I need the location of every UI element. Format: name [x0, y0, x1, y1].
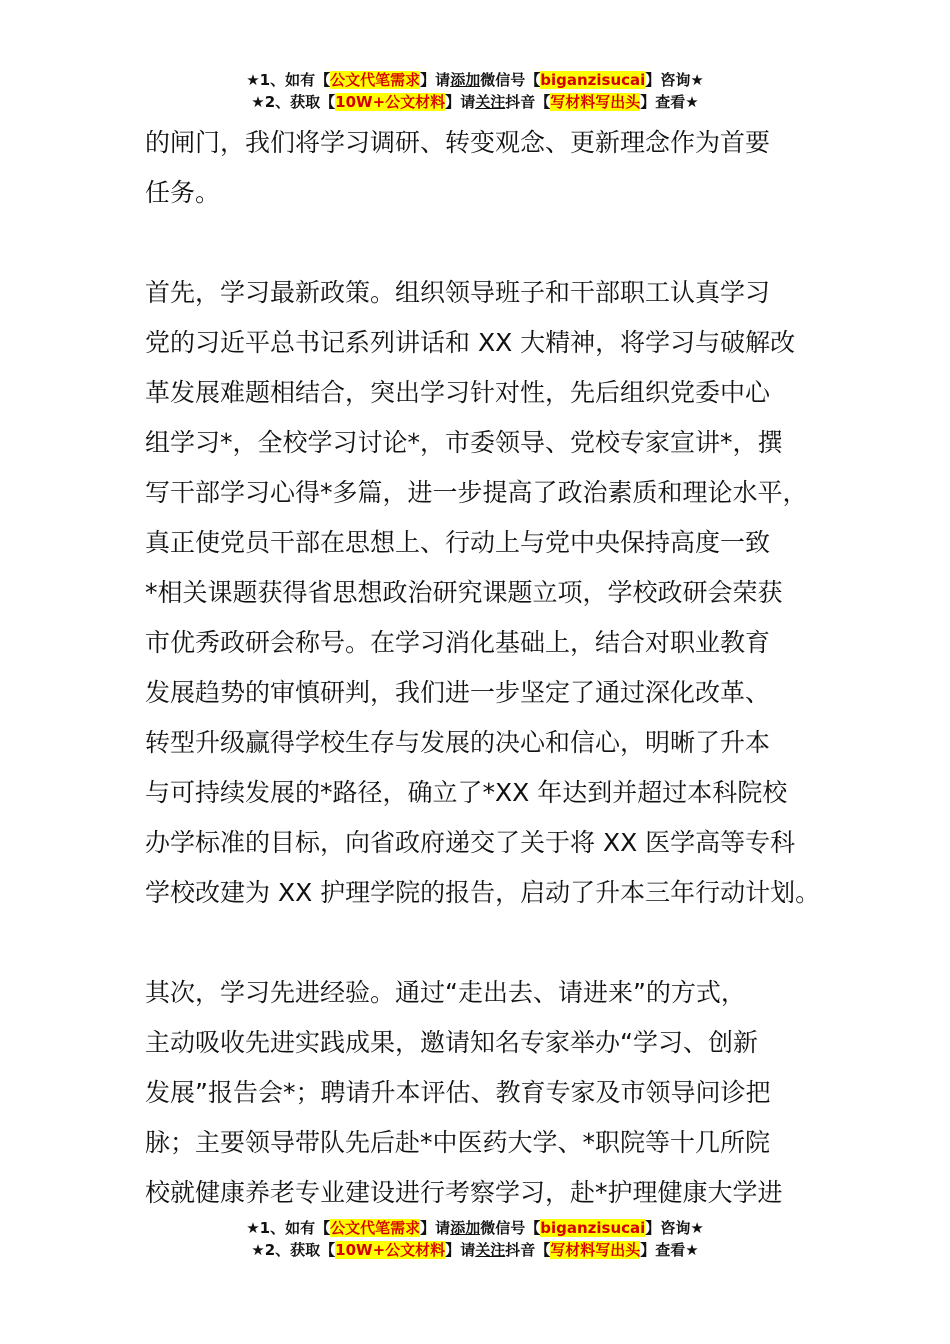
banner-text: ★1、如有: [246, 71, 316, 89]
banner-text: 查看★: [655, 1241, 699, 1259]
highlight-text: 公文代笔需求: [330, 71, 421, 89]
paragraph-2: [145, 268, 821, 918]
bracket: 【: [525, 71, 541, 89]
banner-text: 请: [435, 1219, 451, 1237]
footer-banner: [0, 1217, 950, 1261]
paragraph-1: [145, 118, 817, 218]
highlight-text: 公文代笔需求: [330, 1219, 421, 1237]
text-line: 其次，学习先进经验。通过“走出去、请进来”的方式，: [145, 978, 746, 1007]
banner-text: ★2、获取: [251, 1241, 321, 1259]
bracket: 【: [525, 1219, 541, 1237]
text-line: 党的习近平总书记系列讲话和 XX 大精神，将学习与破解改: [145, 328, 796, 357]
banner-text: 请: [460, 93, 476, 111]
bracket: 】: [420, 1219, 436, 1237]
banner-text: 抖音: [505, 93, 536, 111]
bracket: 】: [445, 93, 461, 111]
underlined-text: 关注: [475, 1241, 506, 1259]
banner-text: 咨询★: [660, 1219, 704, 1237]
banner-text: ★1、如有: [246, 1219, 316, 1237]
bracket: 【: [315, 1219, 331, 1237]
text-line: 组学习*，全校学习讨论*，市委领导、党校专家宣讲*，撰: [145, 428, 783, 457]
paragraph-gap: [145, 218, 817, 268]
underlined-text: 关注: [475, 93, 506, 111]
text-line: *相关课题获得省思想政治研究课题立项，学校政研会荣获: [145, 578, 783, 607]
bracket: 【: [320, 1241, 336, 1259]
bracket: 【: [535, 1241, 551, 1259]
text-line: 转型升级赢得学校生存与发展的决心和信心，明晰了升本: [145, 728, 771, 757]
banner-text: 查看★: [655, 93, 699, 111]
wechat-id: biganzisucai: [540, 1219, 646, 1237]
banner-line-1: [0, 69, 950, 91]
text-line: 主动吸收先进实践成果，邀请知名专家举办“学习、创新: [145, 1028, 758, 1057]
banner-text: 抖音: [505, 1241, 536, 1259]
bracket: 】: [445, 1241, 461, 1259]
banner-line-1: [0, 1217, 950, 1239]
text-line: 脉；主要领导带队先后赴*中医药大学、*职院等十几所院: [145, 1128, 771, 1157]
bracket: 【: [535, 93, 551, 111]
banner-text: 微信号: [480, 71, 526, 89]
text-line: 与可持续发展的*路径，确立了*XX 年达到并超过本科院校: [145, 778, 788, 807]
text-line: 写干部学习心得*多篇，进一步提高了政治素质和理论水平，: [145, 478, 808, 507]
text-line: 发展”报告会*；聘请升本评估、教育专家及市领导问诊把: [145, 1078, 771, 1107]
bracket: 】: [640, 93, 656, 111]
paragraph-3: [145, 968, 817, 1218]
text-line: 市优秀政研会称号。在学习消化基础上，结合对职业教育: [145, 628, 771, 657]
text-line: 校就健康养老专业建设进行考察学习，赴*护理健康大学进: [145, 1178, 783, 1207]
text-line: 办学标准的目标，向省政府递交了关于将 XX 医学高等专科: [145, 828, 796, 857]
wechat-id: biganzisucai: [540, 71, 646, 89]
text-line: 学校改建为 XX 护理学院的报告，启动了升本三年行动计划。: [145, 878, 821, 907]
bracket: 】: [645, 71, 661, 89]
bracket: 】: [645, 1219, 661, 1237]
banner-text: 请: [460, 1241, 476, 1259]
header-banner: [0, 69, 950, 113]
banner-line-2: [0, 91, 950, 113]
bracket: 【: [315, 71, 331, 89]
text-line: 首先，学习最新政策。组织领导班子和干部职工认真学习: [145, 278, 771, 307]
banner-text: ★2、获取: [251, 93, 321, 111]
text-line: 的闸门，我们将学习调研、转变观念、更新理念作为首要: [145, 128, 771, 157]
underlined-text: 添加: [450, 71, 481, 89]
bracket: 】: [640, 1241, 656, 1259]
banner-text: 请: [435, 71, 451, 89]
banner-text: 咨询★: [660, 71, 704, 89]
highlight-text: 10W+公文材料: [335, 93, 446, 111]
bracket: 【: [320, 93, 336, 111]
text-line: 发展趋势的审慎研判，我们进一步坚定了通过深化改革、: [145, 678, 771, 707]
document-body: [145, 118, 821, 1218]
douyin-account: 写材料写出头: [550, 93, 641, 111]
paragraph-gap: [145, 918, 817, 968]
text-line: 任务。: [145, 178, 221, 207]
douyin-account: 写材料写出头: [550, 1241, 641, 1259]
text-line: 革发展难题相结合，突出学习针对性，先后组织党委中心: [145, 378, 771, 407]
highlight-text: 10W+公文材料: [335, 1241, 446, 1259]
bracket: 】: [420, 71, 436, 89]
underlined-text: 添加: [450, 1219, 481, 1237]
text-line: 真正使党员干部在思想上、行动上与党中央保持高度一致: [145, 528, 771, 557]
banner-text: 微信号: [480, 1219, 526, 1237]
banner-line-2: [0, 1239, 950, 1261]
